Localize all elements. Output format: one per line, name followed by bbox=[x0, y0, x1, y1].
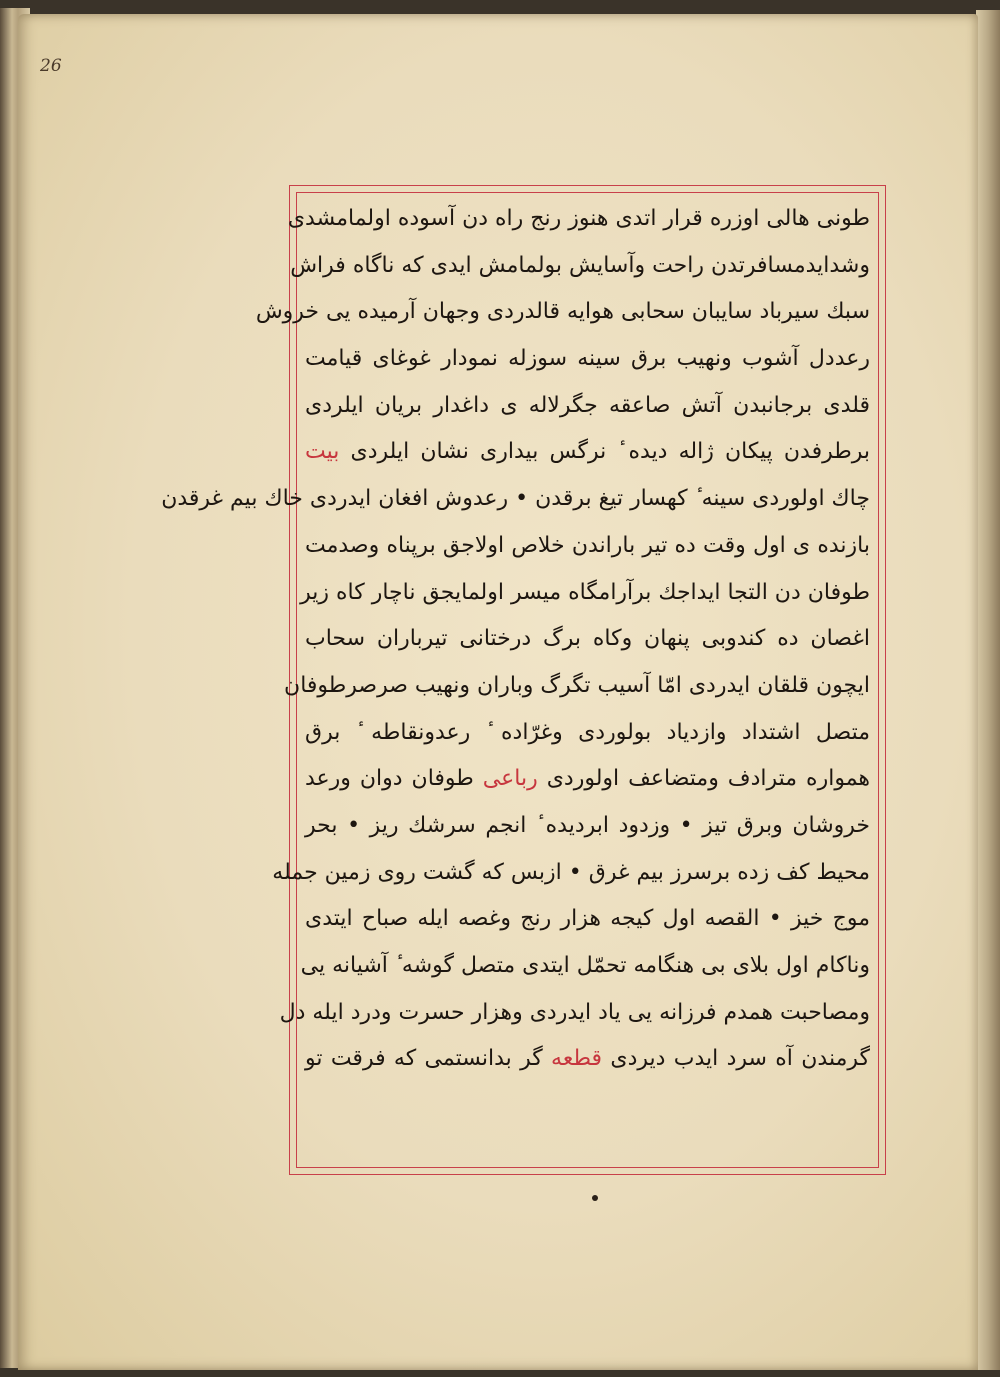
text-line-13 bbox=[305, 756, 870, 803]
text-line-11: ایچون قلقان ایدردی امّا آسیب تگرگ وباران ونهیب صرصرطوفان bbox=[284, 672, 870, 698]
catchword-dot bbox=[592, 1195, 598, 1201]
text-line-3: سبك سیرباد سایبان سحابی هوایه قالدردی وجهان آرمیده یی خروش bbox=[255, 299, 870, 325]
text-line-17: وناکام اول بلای بی هنگامه تحمّل ایتدی متصل گوشه ٔ آشیانه یی bbox=[300, 953, 870, 978]
text-line-13-start: همواره مترادف ومتضاعف اولوردی bbox=[537, 766, 871, 792]
text-line-8: بازنده ی اول وقت ده تیر باراندن خلاص اولاجق برپناه وصدمت bbox=[305, 532, 870, 558]
text-line-6-body: برطرفدن پیکان ژاله دیده ٔ نرگس بیداری نشان ایلردی bbox=[350, 439, 871, 465]
text-line-5: قلدی برجانبدن آتش صاعقه جگرلاله ی داغدار بریان ایلردی bbox=[305, 392, 870, 418]
text-line-18: ومصاحبت همدم فرزانه یی یاد ایدردی وهزار حسرت ودرد ایله دل bbox=[279, 999, 870, 1025]
text-line-2: وشدایدمسافرتدن راحت وآسایش بولمامش ایدی که ناگاه فراش bbox=[290, 252, 870, 278]
text-line-19-start: گرمندن آه سرد ایدب دیردی bbox=[602, 1046, 870, 1072]
rubric-beyt: بیت bbox=[305, 439, 340, 465]
text-line-12: متصل اشتداد وازدیاد بولوردی وغرّاده ٔ رعدونقاطه ٔ برق bbox=[305, 719, 870, 745]
text-line-14: خروشان وبرق تیز • وزدود ابردیده ٔ انجم سرشك ریز • بحر bbox=[305, 812, 870, 838]
text-line-19 bbox=[305, 1036, 870, 1083]
text-line-19-end: گر بدانستمی که فرقت تو bbox=[305, 1046, 552, 1072]
text-line-15: محیط کف زده برسرز بیم غرق • ازبس که گشت روی زمین جمله bbox=[272, 859, 870, 885]
text-line-6 bbox=[305, 429, 870, 476]
text-line-7: چاك اولوردی سینه ٔ کهسار تیغ برقدن • رعدوش افغان ایدردی خاك بیم غرقدن bbox=[161, 486, 870, 512]
right-page-edges bbox=[976, 10, 1000, 1370]
text-line-1: طونی هالی اوزره قرار اتدی هنوز رنج راه دن آسوده اولمامشدی bbox=[287, 206, 870, 231]
text-line-9: طوفان دن التجا ایداجك برآرامگاه میسر اولمایجق ناچار کاه زیر bbox=[300, 579, 870, 605]
text-line-16: موج خیز • القصه اول کیجه هزار رنج وغصه ایله صباح ایتدی bbox=[305, 906, 870, 932]
text-line-10: اغصان ده کندوبی پنهان وکاه برگ درختانی تیرباران سحاب bbox=[305, 626, 870, 652]
page-number: 26 bbox=[40, 56, 62, 76]
rubric-kita: قطعه bbox=[551, 1046, 603, 1072]
text-line-13-end: طوفان دوان ورعد bbox=[305, 766, 483, 792]
manuscript-text-block bbox=[161, 196, 871, 1161]
rubric-rubai: رباعی bbox=[482, 766, 538, 792]
text-line-4: رعددل آشوب ونهیب برق سینه سوزله نمودار غوغای قیامت bbox=[305, 346, 870, 372]
